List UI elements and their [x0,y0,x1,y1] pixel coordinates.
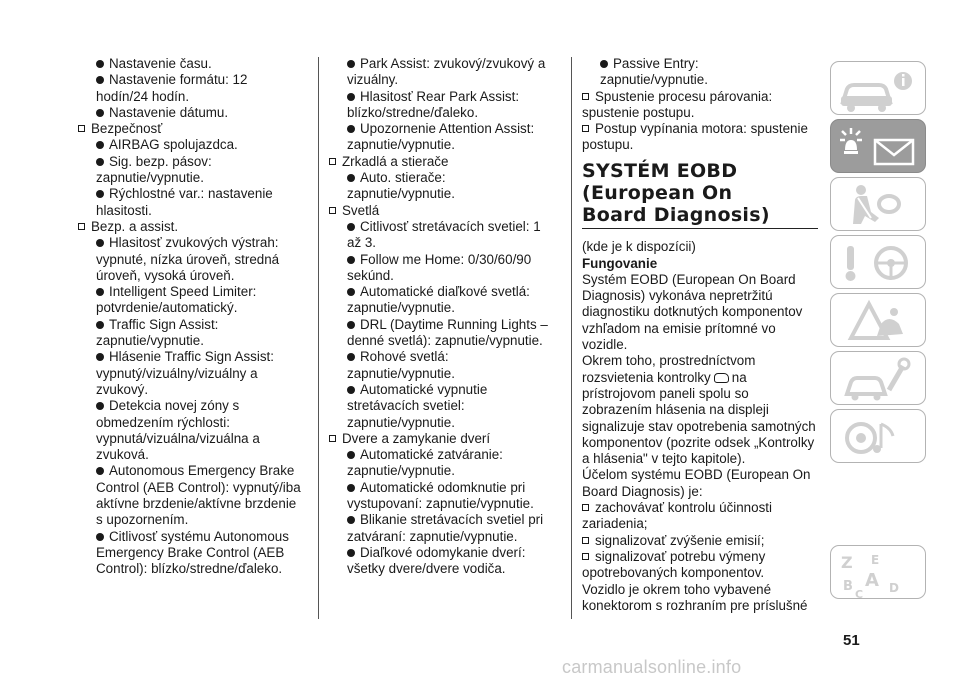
list-item [78,349,310,365]
list-item [582,419,820,435]
list-item [582,402,820,418]
list-item [78,186,310,202]
bullet-dot-icon [96,158,104,166]
line-text: Rohové svetlá: [360,349,449,365]
engine-line-text: na [731,369,747,385]
list-item [78,137,310,153]
line-text: konektorom s rozhraním pre príslušné [582,597,808,613]
line-text: signalizovať zvýšenie emisií; [595,532,765,548]
warning-light-message-icon [831,120,927,174]
list-item [582,272,820,288]
list-item [78,105,310,121]
list-item [78,235,310,251]
list-heading [582,500,820,516]
index-letter: E [871,553,880,567]
index-letter: A [865,570,879,591]
line-text: Nastavenie času. [109,56,212,71]
list-heading [582,89,820,105]
list-item [329,398,561,414]
list-item [582,484,820,500]
bullet-dot-icon [96,467,104,475]
index-letter: D [889,581,899,595]
list-item [329,186,561,202]
line-text: Upozornenie Attention Assist: [360,121,535,137]
list-item [329,349,561,365]
line-text: Diaľkové odomykanie dverí: [360,544,526,560]
line-text: hodín/24 hodín. [96,88,190,104]
chapter-tab-safety[interactable] [830,177,926,231]
line-text: Automatické vypnutie [360,381,488,397]
list-item [329,252,561,268]
index-letter: Z [841,553,853,572]
line-text: signalizuje stav opotrebenia samotných [582,418,816,434]
line-text: Traffic Sign Assist: [109,316,219,332]
section-heading [582,160,820,226]
line-text: zapnutie/vypnutie. [347,186,455,202]
line-text: Vozidlo je okrem toho vybavené [582,581,772,597]
bullet-dot-icon [347,256,355,264]
breakdown-warning-icon [831,294,927,348]
line-text: Citlivosť stretávacích svetiel: 1 [360,218,541,234]
list-item [582,304,820,320]
bullet-dot-icon [347,516,355,524]
line-text: zapnutie/vypnutie. [347,365,455,381]
bullet-dot-icon [347,125,355,133]
line-text: vystupovaní: zapnutie/vypnutie. [347,496,534,512]
list-heading [582,549,820,565]
list-item [329,415,561,431]
list-heading [582,533,820,549]
line-text: Hlásenie Traffic Sign Assist: [109,349,274,365]
bullet-dot-icon [347,451,355,459]
square-bullet-icon [582,553,589,560]
list-item [329,268,561,284]
page-number: 51 [843,632,860,649]
line-text: Nastavenie formátu: 12 [109,72,248,88]
list-item [78,300,310,316]
list-item [582,105,820,121]
bullet-dot-icon [347,353,355,361]
line-text: Dvere a zamykanie dverí [342,430,491,446]
bullet-dot-icon [96,353,104,361]
list-item [78,252,310,268]
column-divider [318,57,319,619]
list-item [582,137,820,153]
line-text: vypnuté, nízka úroveň, stredná [96,251,280,267]
line-text: Svetlá [342,202,380,218]
bullet-dot-icon [347,93,355,101]
alphabetical-index-icon [831,546,927,600]
list-item [329,480,561,496]
column-divider [571,57,572,619]
list-item [582,598,820,614]
line-text: Follow me Home: 0/30/60/90 [360,251,532,267]
line-text: Intelligent Speed Limiter: [109,284,257,300]
list-heading [329,203,561,219]
line-text: obmedzením rýchlosti: [96,414,230,430]
line-text: Control (AEB Control): vypnutý/iba [96,479,301,495]
line-text: zobrazením hlásenia na displeji [582,402,769,418]
bullet-dot-icon [347,174,355,182]
text-column-2 [329,56,561,578]
line-text: blízko/stredne/ďaleko. [347,104,479,120]
seatbelt-airbag-icon [831,178,927,232]
square-bullet-icon [78,223,85,230]
list-item [78,512,310,528]
line-text: prístrojovom paneli spolu so [582,385,749,401]
chapter-tab-warnings[interactable] [830,119,926,173]
chapter-tab-car-info[interactable] [830,61,926,115]
line-text: DRL (Daytime Running Lights – [360,316,548,332]
line-text: diagnostiku dotknutých komponentov [582,304,803,320]
list-item [329,219,561,235]
list-item [329,561,561,577]
list-item [78,415,310,431]
line-text: Okrem toho, prostredníctvom [582,353,756,369]
line-text: Hlasitosť Rear Park Assist: [360,88,520,104]
list-item [78,545,310,561]
list-item [582,337,820,353]
line-text: Spustenie procesu párovania: [595,88,773,104]
line-text: Automatické diaľkové svetlá: [360,284,530,300]
line-text: komponentov (pozrite odsek „Kontrolky [582,434,815,450]
bullet-dot-icon [347,321,355,329]
list-item [329,56,561,72]
list-item [329,496,561,512]
line-text: zachovávať kontrolu účinnosti [595,500,772,516]
line-text: zvuková. [96,447,149,463]
list-item [582,321,820,337]
key-steering-wheel-icon [831,236,927,290]
bullet-dot-icon [96,402,104,410]
index-letter: B [843,579,853,594]
line-text: Control): blízko/stredne/ďaleko. [96,561,283,577]
line-text: Nastavenie dátumu. [109,104,229,120]
line-text: Automatické zatváranie: [360,447,503,463]
bullet-dot-icon [96,109,104,117]
engine-light-line [582,370,820,386]
line-text: spustenie postupu. [582,104,695,120]
list-item [329,545,561,561]
list-item [329,284,561,300]
square-bullet-icon [329,435,336,442]
bullet-dot-icon [347,60,355,68]
car-info-icon [831,62,927,116]
line-text: zapnutie/vypnutie. [96,333,204,349]
line-text: Citlivosť systému Autonomous [109,528,289,544]
list-item [582,56,820,72]
list-item [78,89,310,105]
bullet-dot-icon [96,190,104,198]
column3-body [582,272,820,370]
line-text: zapnutie/vypnutie. [347,300,455,316]
list-item [329,447,561,463]
list-item [329,463,561,479]
line-text: Autonomous Emergency Brake [109,463,295,479]
list-item [582,72,820,88]
list-item [78,317,310,333]
line-text: potvrdenie/automatický. [96,300,238,316]
square-bullet-icon [582,504,589,511]
multimedia-note-icon [831,410,927,464]
index-letter: C [855,588,864,600]
list-item [329,317,561,333]
line-text: zapnutie/vypnutie. [347,137,455,153]
bullet-dot-icon [96,141,104,149]
line-text: Bezp. a assist. [91,218,179,234]
bullet-dot-icon [347,288,355,296]
list-item [78,447,310,463]
line-text: zapnutie/vypnutie. [96,170,204,186]
list-item [329,72,561,88]
bullet-dot-icon [347,549,355,557]
bullet-dot-icon [347,223,355,231]
list-item [78,463,310,479]
line-text: zvukový. [96,381,149,397]
list-item [78,366,310,382]
list-item [329,512,561,528]
list-item [329,382,561,398]
line-text: postupu. [582,137,634,153]
list-item [582,435,820,451]
list-item [78,398,310,414]
line-text: aktívne brzdenie/aktívne brzdenie [96,496,297,512]
line-text: AIRBAG spolujazdca. [109,137,238,153]
bullet-dot-icon [96,239,104,247]
line-text: Systém EOBD (European On Board [582,271,796,287]
list-item [329,121,561,137]
line-text: vzhľadom na emisie prítomné vo [582,320,776,336]
list-item [582,386,820,402]
list-item [582,582,820,598]
list-item [329,333,561,349]
bullet-dot-icon [96,288,104,296]
watermark: carmanualsonline.info [562,657,742,677]
list-item [78,72,310,88]
line-text: vizuálny. [347,72,399,88]
line-text: zapnutie/vypnutie. [347,463,455,479]
line-text: zatváraní: zapnutie/vypnutie. [347,528,518,544]
list-item [329,300,561,316]
line-text: vypnutá/vizuálna/vizuálna a [96,430,260,446]
line-text: zapnutie/vypnutie. [600,72,708,88]
list-item [582,467,820,483]
column3-body [582,386,820,614]
list-heading [582,121,820,137]
line-text: až 3. [347,235,377,251]
list-item [78,382,310,398]
square-bullet-icon [582,125,589,132]
heading-line: (European On [582,181,733,204]
list-item [78,203,310,219]
list-item [78,170,310,186]
line-text: sekúnd. [347,267,394,283]
line-text: Diagnosis) vykonáva nepretržitú [582,288,773,304]
list-item [582,353,820,369]
list-item [78,56,310,72]
bullet-dot-icon [347,484,355,492]
chapter-tab-starting[interactable] [830,235,926,289]
maintenance-wrench-car-icon [831,352,927,406]
text-column-1 [78,56,310,578]
list-item [329,170,561,186]
list-item [329,137,561,153]
line-text: Blikanie stretávacích svetiel pri [360,512,544,528]
line-text: Auto. stierače: [360,170,446,186]
bullet-dot-icon [96,533,104,541]
column3-top-list [582,56,820,154]
line-text: Passive Entry: [613,56,699,71]
engine-line-text: rozsvietenia kontrolky [582,369,711,385]
line-text: Sig. bezp. pásov: [109,153,212,169]
list-item [78,480,310,496]
heading-underline [582,228,818,230]
list-item [78,284,310,300]
line-text: hlasitosti. [96,202,152,218]
line-text: zapnutie/vypnutie. [347,414,455,430]
list-item [582,451,820,467]
list-heading [78,219,310,235]
heading-line: Board Diagnosis) [582,203,770,226]
bullet-dot-icon [347,386,355,394]
function-label: Fungovanie [582,255,658,271]
bullet-dot-icon [96,60,104,68]
chapter-tab-multimedia[interactable] [830,409,926,463]
line-text: Účelom systému EOBD (European On [582,467,811,483]
list-heading [329,431,561,447]
text-column-3 [582,56,820,614]
line-text: Board Diagnosis) je: [582,483,703,499]
list-item [78,154,310,170]
bullet-dot-icon [96,321,104,329]
line-text: Automatické odomknutie pri [360,479,526,495]
list-item [329,366,561,382]
line-text: vozidle. [582,337,628,353]
line-text: vypnutý/vizuálny/vizuálny a [96,365,258,381]
list-heading [78,121,310,137]
line-text: Bezpečnosť [91,121,163,137]
line-text: úroveň, vysoká úroveň. [96,267,235,283]
list-item [329,529,561,545]
list-item [78,529,310,545]
heading-line: SYSTÉM EOBD [582,159,738,182]
square-bullet-icon [582,93,589,100]
chapter-tab-index[interactable] [830,545,926,599]
line-text: signalizovať potrebu výmeny [595,548,766,564]
list-item [78,561,310,577]
line-text: všetky dvere/dvere vodiča. [347,561,506,577]
list-item [329,89,561,105]
list-item [329,235,561,251]
list-item [582,288,820,304]
list-item [78,431,310,447]
square-bullet-icon [329,158,336,165]
line-text: Zrkadlá a stierače [342,153,449,169]
line-text: opotrebovaných komponentov. [582,565,765,581]
bullet-dot-icon [96,76,104,84]
square-bullet-icon [78,125,85,132]
chapter-tab-maintenance[interactable] [830,351,926,405]
list-item [582,516,820,532]
line-text: stretávacích svetiel: [347,398,465,414]
list-item [582,565,820,581]
line-text: Hlasitosť zvukových výstrah: [109,235,279,251]
line-text: Postup vypínania motora: spustenie [595,121,808,137]
square-bullet-icon [329,207,336,214]
list-item [78,268,310,284]
list-item [78,333,310,349]
list-item [78,496,310,512]
square-bullet-icon [582,537,589,544]
chapter-tab-emergency[interactable] [830,293,926,347]
bullet-dot-icon [600,60,608,68]
line-text: denné svetlá): zapnutie/vypnutie. [347,333,543,349]
line-text: Park Assist: zvukový/zvukový a [360,56,546,71]
engine-warning-icon [714,373,729,383]
line-text: Detekcia novej zóny s [109,398,240,414]
line-text: a hlásenia" v tejto kapitole). [582,451,746,467]
line-text: Emergency Brake Control (AEB [96,544,285,560]
section-subtitle: (kde je k dispozícii) [582,239,696,255]
line-text: zariadenia; [582,516,648,532]
list-item [329,105,561,121]
list-heading [329,154,561,170]
line-text: s upozornením. [96,512,189,528]
line-text: Rýchlostné var.: nastavenie [109,186,273,202]
